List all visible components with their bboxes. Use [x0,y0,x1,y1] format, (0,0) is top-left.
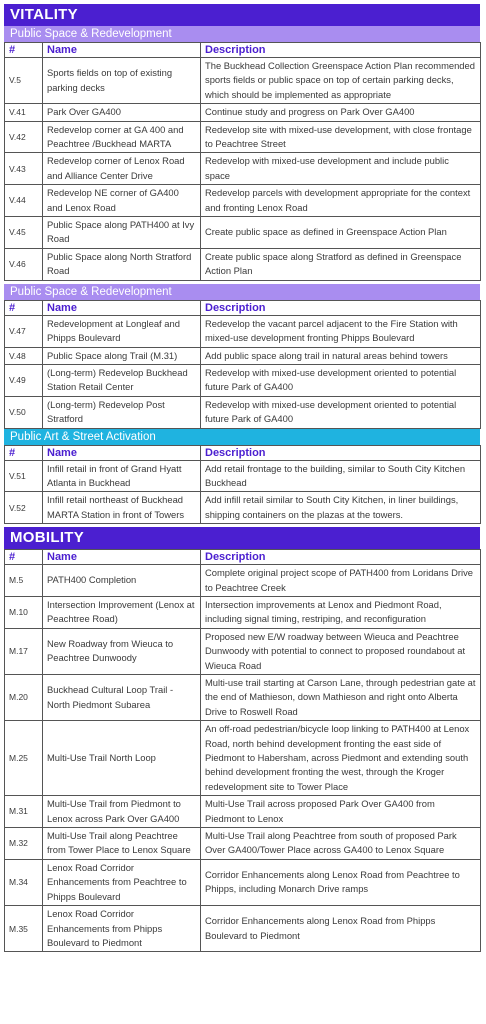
cell-name: Intersection Improvement (Lenox at Peachtree Road) [43,596,201,628]
col-header-name: Name [43,445,201,460]
table-row [5,396,481,428]
cell-name: Redevelop NE corner of GA400 and Lenox Road [43,185,201,217]
table-body [5,565,481,952]
cell-description: Corridor Enhancements along Lenox Road from Phipps Boulevard to Piedmont [201,906,481,952]
table-row [5,364,481,396]
cell-number: M.34 [5,859,43,905]
table-header-row [5,445,481,460]
cell-name: Buckhead Cultural Loop Trail - North Piedmont Subarea [43,675,201,721]
table-row [5,58,481,104]
cell-number: V.47 [5,315,43,347]
cell-number: V.45 [5,217,43,249]
cell-name: Infill retail in front of Grand Hyatt Atlanta in Buckhead [43,460,201,492]
cell-number: V.48 [5,347,43,364]
mobility-title: MOBILITY [4,527,480,549]
cell-description: Add infill retail similar to South City Kitchen, in liner buildings, shipping containers on the plazas at the towers. [201,492,481,524]
section-heading-public-art: Public Art & Street Activation [4,429,480,445]
vitality-title: VITALITY [4,4,480,26]
col-header-name: Name [43,43,201,58]
cell-name: Multi-Use Trail North Loop [43,721,201,796]
cell-name: Infill retail northeast of Buckhead MARTA Station in front of Towers [43,492,201,524]
cell-description: Add public space along trail in natural areas behind towers [201,347,481,364]
table-row [5,347,481,364]
cell-number: V.46 [5,248,43,280]
cell-description: Create public space along Stratford as defined in Greenspace Action Plan [201,248,481,280]
col-header-description: Description [201,445,481,460]
cell-description: The Buckhead Collection Greenspace Action Plan recommended sports fields or public space on top of certain parking decks, which should be implemented as appropriate [201,58,481,104]
cell-number: V.41 [5,104,43,121]
cell-number: V.51 [5,460,43,492]
cell-description: Redevelop parcels with development appropriate for the context and fronting Lenox Road [201,185,481,217]
table-row [5,796,481,828]
cell-name: (Long-term) Redevelop Buckhead Station Retail Center [43,364,201,396]
table-header-row [5,300,481,315]
cell-number: M.25 [5,721,43,796]
cell-number: M.31 [5,796,43,828]
cell-number: V.42 [5,121,43,153]
table-row [5,721,481,796]
table-header-row [5,43,481,58]
table-row [5,315,481,347]
cell-description: Complete original project scope of PATH400 from Loridans Drive to Peachtree Creek [201,565,481,597]
table-row [5,248,481,280]
cell-description: Add retail frontage to the building, similar to South City Kitchen Buckhead [201,460,481,492]
table-row [5,121,481,153]
cell-number: V.52 [5,492,43,524]
cell-number: M.20 [5,675,43,721]
cell-name: Lenox Road Corridor Enhancements from Peachtree to Phipps Boulevard [43,859,201,905]
cell-description: Intersection improvements at Lenox and Piedmont Road, including signal timing, restriping, and reconfiguration [201,596,481,628]
col-header-number: # [5,445,43,460]
cell-description: Redevelop the vacant parcel adjacent to the Fire Station with mixed-use development fronting Phipps Boulevard [201,315,481,347]
vitality-table-2 [4,300,481,429]
cell-description: Proposed new E/W roadway between Wieuca and Peachtree Dunwoody with potential to connect to proposed roundabout at Wieuca Road [201,628,481,674]
cell-number: V.5 [5,58,43,104]
vitality-table-3 [4,445,481,525]
section-heading-public-space: Public Space & Redevelopment [4,26,480,42]
cell-name: Lenox Road Corridor Enhancements from Phipps Boulevard to Piedmont [43,906,201,952]
cell-number: M.32 [5,828,43,860]
cell-number: M.5 [5,565,43,597]
table-row [5,675,481,721]
cell-description: Continue study and progress on Park Over GA400 [201,104,481,121]
col-header-description: Description [201,300,481,315]
col-header-number: # [5,43,43,58]
cell-name: Park Over GA400 [43,104,201,121]
table-row [5,217,481,249]
plan-tables [4,4,480,952]
cell-description: Redevelop with mixed-use development and include public space [201,153,481,185]
cell-description: Multi-use trail starting at Carson Lane, through pedestrian gate at the end of Mathieson, down Mathieson and right onto Alberta Drive to Roswell Road [201,675,481,721]
table-row [5,859,481,905]
col-header-description: Description [201,43,481,58]
cell-number: V.43 [5,153,43,185]
table-body [5,58,481,281]
vitality-table-1 [4,42,481,281]
cell-name: Redevelopment at Longleaf and Phipps Boulevard [43,315,201,347]
cell-description: Redevelop with mixed-use development oriented to potential future Park of GA400 [201,396,481,428]
cell-name: PATH400 Completion [43,565,201,597]
col-header-name: Name [43,550,201,565]
cell-name: (Long-term) Redevelop Post Stratford [43,396,201,428]
cell-name: Sports fields on top of existing parking decks [43,58,201,104]
cell-description: Multi-Use Trail along Peachtree from south of proposed Park Over GA400/Tower Place across GA400 to Lenox Square [201,828,481,860]
cell-description: Corridor Enhancements along Lenox Road from Peachtree to Phipps, including Monarch Drive ramps [201,859,481,905]
col-header-number: # [5,550,43,565]
table-row [5,906,481,952]
table-row [5,104,481,121]
table-row [5,153,481,185]
cell-number: M.17 [5,628,43,674]
table-row [5,596,481,628]
table-row [5,565,481,597]
cell-name: Multi-Use Trail along Peachtree from Tower Place to Lenox Square [43,828,201,860]
cell-number: M.35 [5,906,43,952]
col-header-name: Name [43,300,201,315]
cell-description: An off-road pedestrian/bicycle loop linking to PATH400 at Lenox Road, north behind development fronting the east side of Piedmont to Habersham, across Piedmont and extending south behind development fronting the west, through the Kroger redevelopment site to Tower Place [201,721,481,796]
table-header-row [5,550,481,565]
table-body [5,460,481,524]
cell-description: Create public space as defined in Greenspace Action Plan [201,217,481,249]
table-row [5,628,481,674]
cell-number: V.44 [5,185,43,217]
table-row [5,828,481,860]
col-header-description: Description [201,550,481,565]
table-row [5,492,481,524]
section-heading-public-space-2: Public Space & Redevelopment [4,284,480,300]
table-body [5,315,481,428]
mobility-table [4,549,481,952]
cell-number: V.50 [5,396,43,428]
cell-description: Redevelop site with mixed-use development, with close frontage to Peachtree Street [201,121,481,153]
table-row [5,460,481,492]
cell-number: V.49 [5,364,43,396]
col-header-number: # [5,300,43,315]
cell-name: Redevelop corner at GA 400 and Peachtree /Buckhead MARTA [43,121,201,153]
cell-number: M.10 [5,596,43,628]
cell-name: New Roadway from Wieuca to Peachtree Dunwoody [43,628,201,674]
cell-name: Public Space along PATH400 at Ivy Road [43,217,201,249]
cell-name: Public Space along Trail (M.31) [43,347,201,364]
table-row [5,185,481,217]
cell-name: Public Space along North Stratford Road [43,248,201,280]
cell-description: Redevelop with mixed-use development oriented to potential future Park of GA400 [201,364,481,396]
cell-name: Multi-Use Trail from Piedmont to Lenox across Park Over GA400 [43,796,201,828]
cell-name: Redevelop corner of Lenox Road and Alliance Center Drive [43,153,201,185]
cell-description: Multi-Use Trail across proposed Park Over GA400 from Piedmont to Lenox [201,796,481,828]
